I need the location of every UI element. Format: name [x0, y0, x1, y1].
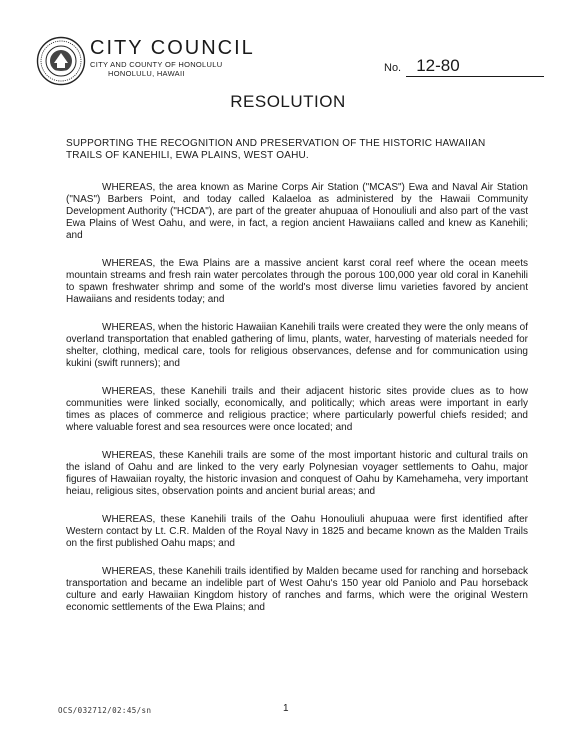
city-seal-icon [36, 36, 86, 86]
whereas-paragraph: WHEREAS, these Kanehili trails of the Oahu Honouliuli ahupuaa were first identified after Western contact by Lt. C.R. Malden of the Royal Navy in 1825 and became known as the Malden Trails on the first published Oahu maps; and [66, 514, 528, 549]
resolution-number-value: 12-80 [406, 56, 544, 77]
resolution-subject: SUPPORTING THE RECOGNITION AND PRESERVATION OF THE HISTORIC HAWAIIAN TRAILS OF KANEHILI, EWA PLAINS, WEST OAHU. [66, 138, 486, 161]
whereas-paragraph: WHEREAS, these Kanehili trails and their adjacent historic sites provide clues as to how communities were linked socially, economically, and politically; which areas were important in early times as places of commerce and religious practice; where particularly powerful chiefs resided; and where valuable forest and sea resources were once located; and [66, 386, 528, 433]
council-title: CITY COUNCIL [90, 37, 255, 59]
document-heading: RESOLUTION [230, 92, 346, 111]
whereas-paragraph: WHEREAS, these Kanehili trails identified by Malden became used for ranching and horseback transportation and became an indelible part of West Oahu's 150 year old Paniolo and Pau horseback culture and early Hawaiian Kingdom history of ranches and farms, which were the original Western economic settlements of the Ewa Plains; and [66, 566, 528, 613]
whereas-paragraph: WHEREAS, these Kanehili trails are some of the most important historic and cultural trails on the island of Oahu and are linked to the very early Polynesian voyager settlements to Oahu, major figures of Hawaiian royalty, the historic invasion and conquest of Oahu by Kamehameha, very important heiau, religious sites, observation points and ancient burial areas; and [66, 450, 528, 497]
page-number: 1 [283, 703, 289, 714]
footer-document-code: OCS/032712/02:45/sn [58, 706, 152, 715]
resolution-number-label: No. [384, 62, 402, 74]
council-subtitle-city: CITY AND COUNTY OF HONOLULU [90, 60, 223, 69]
whereas-paragraph: WHEREAS, the area known as Marine Corps Air Station ("MCAS") Ewa and Naval Air Station ("NAS") Barbers Point, and today called Kalaeloa as administered by the Hawaii Community Development Authority ("HCDA"), are part of the greater ahupuaa of Honouliuli and also part of the vast Ewa Plains of West Oahu, and were, in fact, a region ancient Hawaiians called and knew as Kanehili; and [66, 182, 528, 241]
whereas-paragraph: WHEREAS, the Ewa Plains are a massive ancient karst coral reef where the ocean meets mountain streams and fresh rain water percolates through the porous 100,000 year old coral in Kanehili to spawn freshwater shrimp and some of the world's most diverse limu varieties favored by ancient Hawaiians and residents today; and [66, 258, 528, 305]
council-subtitle-location: HONOLULU, HAWAII [108, 69, 185, 78]
resolution-body [66, 182, 528, 630]
whereas-paragraph: WHEREAS, when the historic Hawaiian Kanehili trails were created they were the only means of overland transportation that enabled gathering of limu, plants, water, harvesting of materials needed for shelter, clothing, medical care, tools for religious observances, defense and for communication using kukini (swift runners); and [66, 322, 528, 369]
resolution-number [384, 56, 544, 80]
